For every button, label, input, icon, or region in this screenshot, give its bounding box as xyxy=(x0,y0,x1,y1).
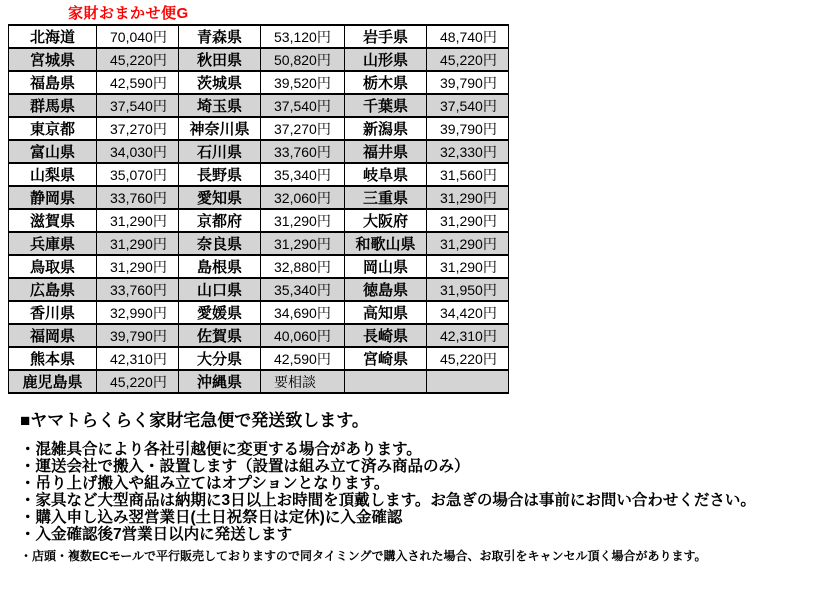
shipping-plan-title: 家財おまかせ便G xyxy=(68,5,189,22)
price-cell: 33,760円 xyxy=(97,278,179,301)
price-cell: 37,270円 xyxy=(261,117,345,140)
price-cell: 31,290円 xyxy=(427,186,509,209)
notes-bullet-list xyxy=(20,441,815,543)
table-row xyxy=(9,209,509,232)
price-cell xyxy=(427,370,509,393)
table-row xyxy=(9,186,509,209)
prefecture-cell: 愛媛県 xyxy=(179,301,261,324)
table-row xyxy=(9,48,509,71)
price-cell: 42,590円 xyxy=(261,347,345,370)
prefecture-cell: 熊本県 xyxy=(9,347,97,370)
prefecture-cell: 滋賀県 xyxy=(9,209,97,232)
prefecture-cell: 栃木県 xyxy=(345,71,427,94)
prefecture-cell: 鳥取県 xyxy=(9,255,97,278)
price-cell: 35,340円 xyxy=(261,163,345,186)
price-cell: 32,060円 xyxy=(261,186,345,209)
prefecture-cell: 埼玉県 xyxy=(179,94,261,117)
prefecture-cell: 福島県 xyxy=(9,71,97,94)
price-cell: 31,290円 xyxy=(427,255,509,278)
price-cell: 31,290円 xyxy=(427,209,509,232)
prefecture-cell: 富山県 xyxy=(9,140,97,163)
price-cell: 32,990円 xyxy=(97,301,179,324)
price-cell: 42,590円 xyxy=(97,71,179,94)
prefecture-cell: 岐阜県 xyxy=(345,163,427,186)
prefecture-cell: 茨城県 xyxy=(179,71,261,94)
prefecture-cell: 兵庫県 xyxy=(9,232,97,255)
table-row xyxy=(9,117,509,140)
price-cell: 31,290円 xyxy=(97,232,179,255)
prefecture-cell: 青森県 xyxy=(179,25,261,48)
prefecture-cell: 長崎県 xyxy=(345,324,427,347)
price-cell: 34,030円 xyxy=(97,140,179,163)
price-cell: 37,540円 xyxy=(97,94,179,117)
price-cell: 45,220円 xyxy=(427,347,509,370)
price-cell: 37,270円 xyxy=(97,117,179,140)
shipping-fee-table xyxy=(8,24,509,394)
price-cell: 31,290円 xyxy=(97,255,179,278)
price-cell: 32,330円 xyxy=(427,140,509,163)
table-row xyxy=(9,140,509,163)
table-row xyxy=(9,370,509,393)
price-cell: 45,220円 xyxy=(427,48,509,71)
note-bullet: ・家具など大型商品は納期に3日以上お時間を頂戴します。お急ぎの場合は事前にお問い合わせください。 xyxy=(20,492,756,509)
prefecture-cell: 京都府 xyxy=(179,209,261,232)
prefecture-cell: 東京都 xyxy=(9,117,97,140)
price-cell: 31,290円 xyxy=(97,209,179,232)
prefecture-cell: 福井県 xyxy=(345,140,427,163)
prefecture-cell: 宮崎県 xyxy=(345,347,427,370)
prefecture-cell: 岩手県 xyxy=(345,25,427,48)
prefecture-cell: 広島県 xyxy=(9,278,97,301)
prefecture-cell: 沖縄県 xyxy=(179,370,261,393)
price-cell: 39,520円 xyxy=(261,71,345,94)
price-cell: 39,790円 xyxy=(97,324,179,347)
prefecture-cell: 宮城県 xyxy=(9,48,97,71)
price-cell: 35,340円 xyxy=(261,278,345,301)
price-cell: 40,060円 xyxy=(261,324,345,347)
prefecture-cell: 香川県 xyxy=(9,301,97,324)
table-row xyxy=(9,25,509,48)
note-bullet: ・吊り上げ搬入や組み立てはオプションとなります。 xyxy=(20,475,390,492)
prefecture-cell: 山梨県 xyxy=(9,163,97,186)
shipping-fee-table-body xyxy=(9,25,509,393)
price-cell: 31,290円 xyxy=(427,232,509,255)
price-cell: 70,040円 xyxy=(97,25,179,48)
table-row xyxy=(9,232,509,255)
table-row xyxy=(9,278,509,301)
prefecture-cell: 福岡県 xyxy=(9,324,97,347)
price-cell: 要相談 xyxy=(261,370,345,393)
prefecture-cell: 和歌山県 xyxy=(345,232,427,255)
price-cell: 32,880円 xyxy=(261,255,345,278)
table-row xyxy=(9,94,509,117)
prefecture-cell: 高知県 xyxy=(345,301,427,324)
prefecture-cell: 徳島県 xyxy=(345,278,427,301)
price-cell: 34,420円 xyxy=(427,301,509,324)
price-cell: 42,310円 xyxy=(97,347,179,370)
price-cell: 37,540円 xyxy=(427,94,509,117)
price-cell: 53,120円 xyxy=(261,25,345,48)
price-cell: 33,760円 xyxy=(261,140,345,163)
notes-heading: ■ヤマトらくらく家財宅急便で発送致します。 xyxy=(20,411,369,430)
price-cell: 31,950円 xyxy=(427,278,509,301)
prefecture-cell: 神奈川県 xyxy=(179,117,261,140)
table-row xyxy=(9,347,509,370)
prefecture-cell: 山形県 xyxy=(345,48,427,71)
prefecture-cell: 秋田県 xyxy=(179,48,261,71)
price-cell: 31,290円 xyxy=(261,209,345,232)
price-cell: 48,740円 xyxy=(427,25,509,48)
prefecture-cell: 群馬県 xyxy=(9,94,97,117)
prefecture-cell: 大阪府 xyxy=(345,209,427,232)
prefecture-cell: 北海道 xyxy=(9,25,97,48)
prefecture-cell: 千葉県 xyxy=(345,94,427,117)
prefecture-cell: 佐賀県 xyxy=(179,324,261,347)
price-cell: 37,540円 xyxy=(261,94,345,117)
prefecture-cell: 奈良県 xyxy=(179,232,261,255)
note-bullet: ・運送会社で搬入・設置します（設置は組み立て済み商品のみ） xyxy=(20,458,470,475)
price-cell: 45,220円 xyxy=(97,370,179,393)
price-cell: 39,790円 xyxy=(427,71,509,94)
notes-footnote: ・店頭・複数ECモールで平行販売しておりますので同タイミングで購入された場合、お取引をキャンセル頂く場合があります。 xyxy=(20,549,707,563)
price-cell: 39,790円 xyxy=(427,117,509,140)
prefecture-cell: 三重県 xyxy=(345,186,427,209)
notes-section xyxy=(20,410,815,564)
note-bullet: ・入金確認後7営業日以内に発送します xyxy=(20,526,293,543)
table-row xyxy=(9,163,509,186)
price-cell: 31,290円 xyxy=(261,232,345,255)
price-cell: 31,560円 xyxy=(427,163,509,186)
prefecture-cell: 岡山県 xyxy=(345,255,427,278)
prefecture-cell: 鹿児島県 xyxy=(9,370,97,393)
price-cell: 35,070円 xyxy=(97,163,179,186)
prefecture-cell: 静岡県 xyxy=(9,186,97,209)
note-bullet: ・購入申し込み翌営業日(土日祝祭日は定休)に入金確認 xyxy=(20,509,403,526)
table-row xyxy=(9,255,509,278)
price-cell: 33,760円 xyxy=(97,186,179,209)
prefecture-cell xyxy=(345,370,427,393)
price-cell: 42,310円 xyxy=(427,324,509,347)
prefecture-cell: 長野県 xyxy=(179,163,261,186)
table-row xyxy=(9,71,509,94)
price-cell: 45,220円 xyxy=(97,48,179,71)
prefecture-cell: 石川県 xyxy=(179,140,261,163)
price-cell: 34,690円 xyxy=(261,301,345,324)
note-bullet: ・混雑具合により各社引越便に変更する場合があります。 xyxy=(20,441,422,458)
table-row xyxy=(9,324,509,347)
prefecture-cell: 島根県 xyxy=(179,255,261,278)
table-row xyxy=(9,301,509,324)
prefecture-cell: 愛知県 xyxy=(179,186,261,209)
prefecture-cell: 山口県 xyxy=(179,278,261,301)
prefecture-cell: 大分県 xyxy=(179,347,261,370)
prefecture-cell: 新潟県 xyxy=(345,117,427,140)
price-cell: 50,820円 xyxy=(261,48,345,71)
